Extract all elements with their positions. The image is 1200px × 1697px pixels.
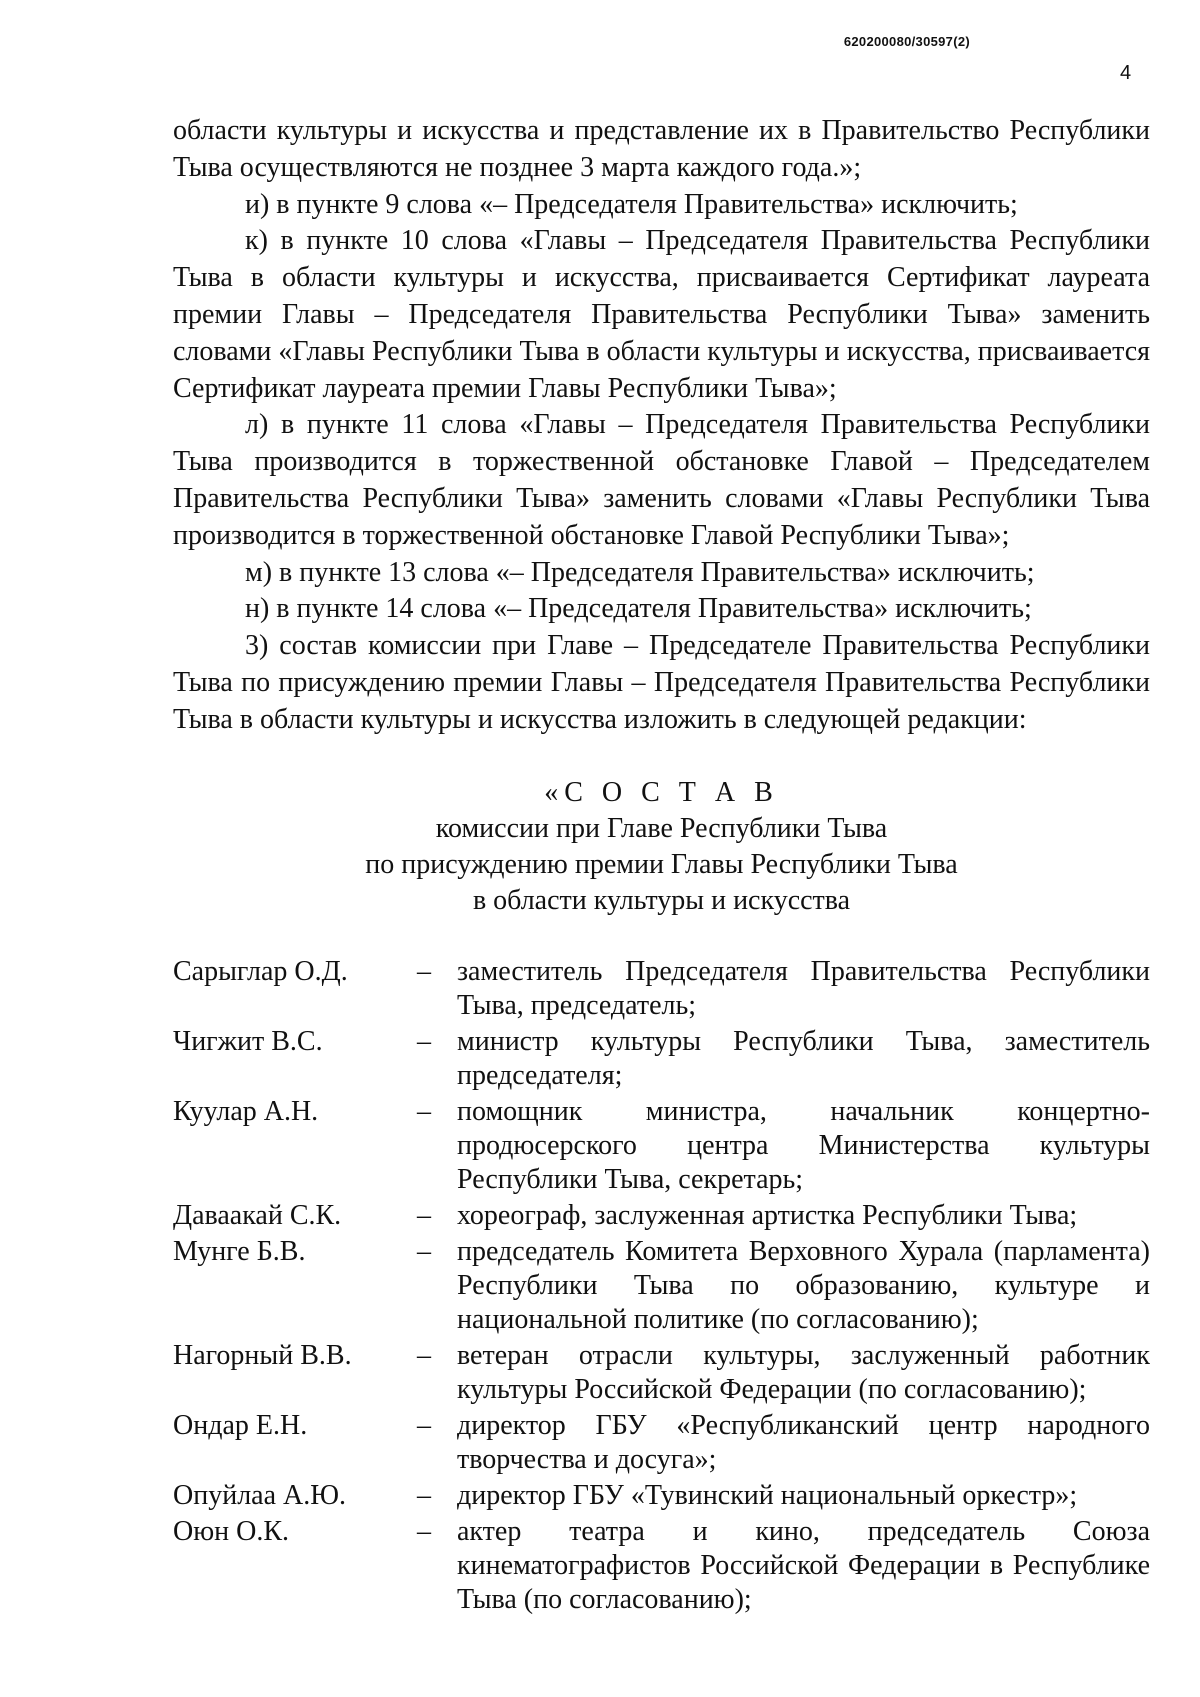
body-text xyxy=(173,113,1150,739)
paragraph: области культуры и искусства и представление их в Правительство Республики Тыва осуществляются не позднее 3 марта каждого года.»; xyxy=(173,115,1150,183)
member-description: директор ГБУ «Тувинский национальный оркестр»; xyxy=(457,1480,1078,1511)
paragraph: м) в пункте 13 слова «– Председателя Правительства» исключить; xyxy=(245,556,1035,588)
composition-heading xyxy=(173,775,1150,919)
member-row xyxy=(173,1479,1150,1513)
member-description: актер театра и кино, председатель Союза кинематографистов Российской Федерации в Республике Тыва (по согласованию); xyxy=(457,1516,1150,1615)
dash: – xyxy=(417,1480,431,1511)
document-id: 620200080/30597(2) xyxy=(843,34,970,49)
dash: – xyxy=(417,1340,431,1371)
dash: – xyxy=(417,1236,431,1267)
member-row xyxy=(173,1199,1150,1233)
member-description: ветеран отрасли культуры, заслуженный работник культуры Российской Федерации (по согласованию); xyxy=(457,1340,1150,1405)
member-row xyxy=(173,1025,1150,1093)
dash: – xyxy=(417,1516,431,1547)
member-description: председатель Комитета Верховного Хурала (парламента) Республики Тыва по образованию, культуре и национальной политике (по согласованию); xyxy=(457,1236,1150,1335)
heading-line: в области культуры и искусства xyxy=(472,885,851,916)
member-row xyxy=(173,955,1150,1023)
paragraph: 3) состав комиссии при Главе – Председателе Правительства Республики Тыва по присуждению премии Главы – Председателя Правительства Республики Тыва в области культуры и искусства изложить в следующей редакции: xyxy=(173,630,1150,735)
heading-line: комиссии при Главе Республики Тыва xyxy=(435,813,888,844)
member-row xyxy=(173,1515,1150,1617)
member-description: директор ГБУ «Республиканский центр народного творчества и досуга»; xyxy=(457,1410,1150,1475)
member-description: министр культуры Республики Тыва, заместитель председателя; xyxy=(457,1026,1150,1091)
member-name: Нагорный В.В. xyxy=(173,1340,352,1371)
member-row xyxy=(173,1235,1150,1337)
member-name: Ондар Е.Н. xyxy=(173,1410,308,1441)
dash: – xyxy=(417,1026,431,1057)
members-list xyxy=(173,955,1150,1619)
paragraph: к) в пункте 10 слова «Главы – Председателя Правительства Республики Тыва в области культуры и искусства, присваивается Сертификат лауреата премии Главы – Председателя Правительства Республики Тыва» заменить словами «Главы Республики Тыва в области культуры и искусства, присваивается Сертификат лауреата премии Главы Республики Тыва»; xyxy=(173,225,1150,404)
dash: – xyxy=(417,1410,431,1441)
member-description: хореограф, заслуженная артистка Республики Тыва; xyxy=(457,1200,1078,1231)
member-name: Куулар А.Н. xyxy=(173,1096,319,1127)
member-name: Опуйлаа А.Ю. xyxy=(173,1480,347,1511)
member-name: Оюн О.К. xyxy=(173,1516,290,1547)
paragraph: л) в пункте 11 слова «Главы – Председателя Правительства Республики Тыва производится в торжественной обстановке Главой – Председателем Правительства Республики Тыва» заменить словами «Главы Республики Тыва производится в торжественной обстановке Главой Республики Тыва»; xyxy=(173,409,1150,551)
paragraph: и) в пункте 9 слова «– Председателя Правительства» исключить; xyxy=(245,188,1018,220)
member-row xyxy=(173,1409,1150,1477)
paragraph: н) в пункте 14 слова «– Председателя Правительства» исключить; xyxy=(245,593,1032,625)
dash: – xyxy=(417,1096,431,1127)
member-name: Даваакай С.К. xyxy=(173,1200,342,1231)
member-row xyxy=(173,1095,1150,1197)
dash: – xyxy=(417,956,431,987)
member-name: Чигжит В.С. xyxy=(173,1026,323,1057)
heading-title: «С О С Т А В xyxy=(544,777,779,808)
page-number: 4 xyxy=(1120,62,1132,84)
member-row xyxy=(173,1339,1150,1407)
dash: – xyxy=(417,1200,431,1231)
heading-line: по присуждению премии Главы Республики Тыва xyxy=(365,849,958,880)
member-name: Сарыглар О.Д. xyxy=(173,956,348,987)
member-description: помощник министра, начальник концертно-продюсерского центра Министерства культуры Республики Тыва, секретарь; xyxy=(457,1096,1150,1195)
member-name: Мунге Б.В. xyxy=(173,1236,306,1267)
member-description: заместитель Председателя Правительства Республики Тыва, председатель; xyxy=(457,956,1150,1021)
